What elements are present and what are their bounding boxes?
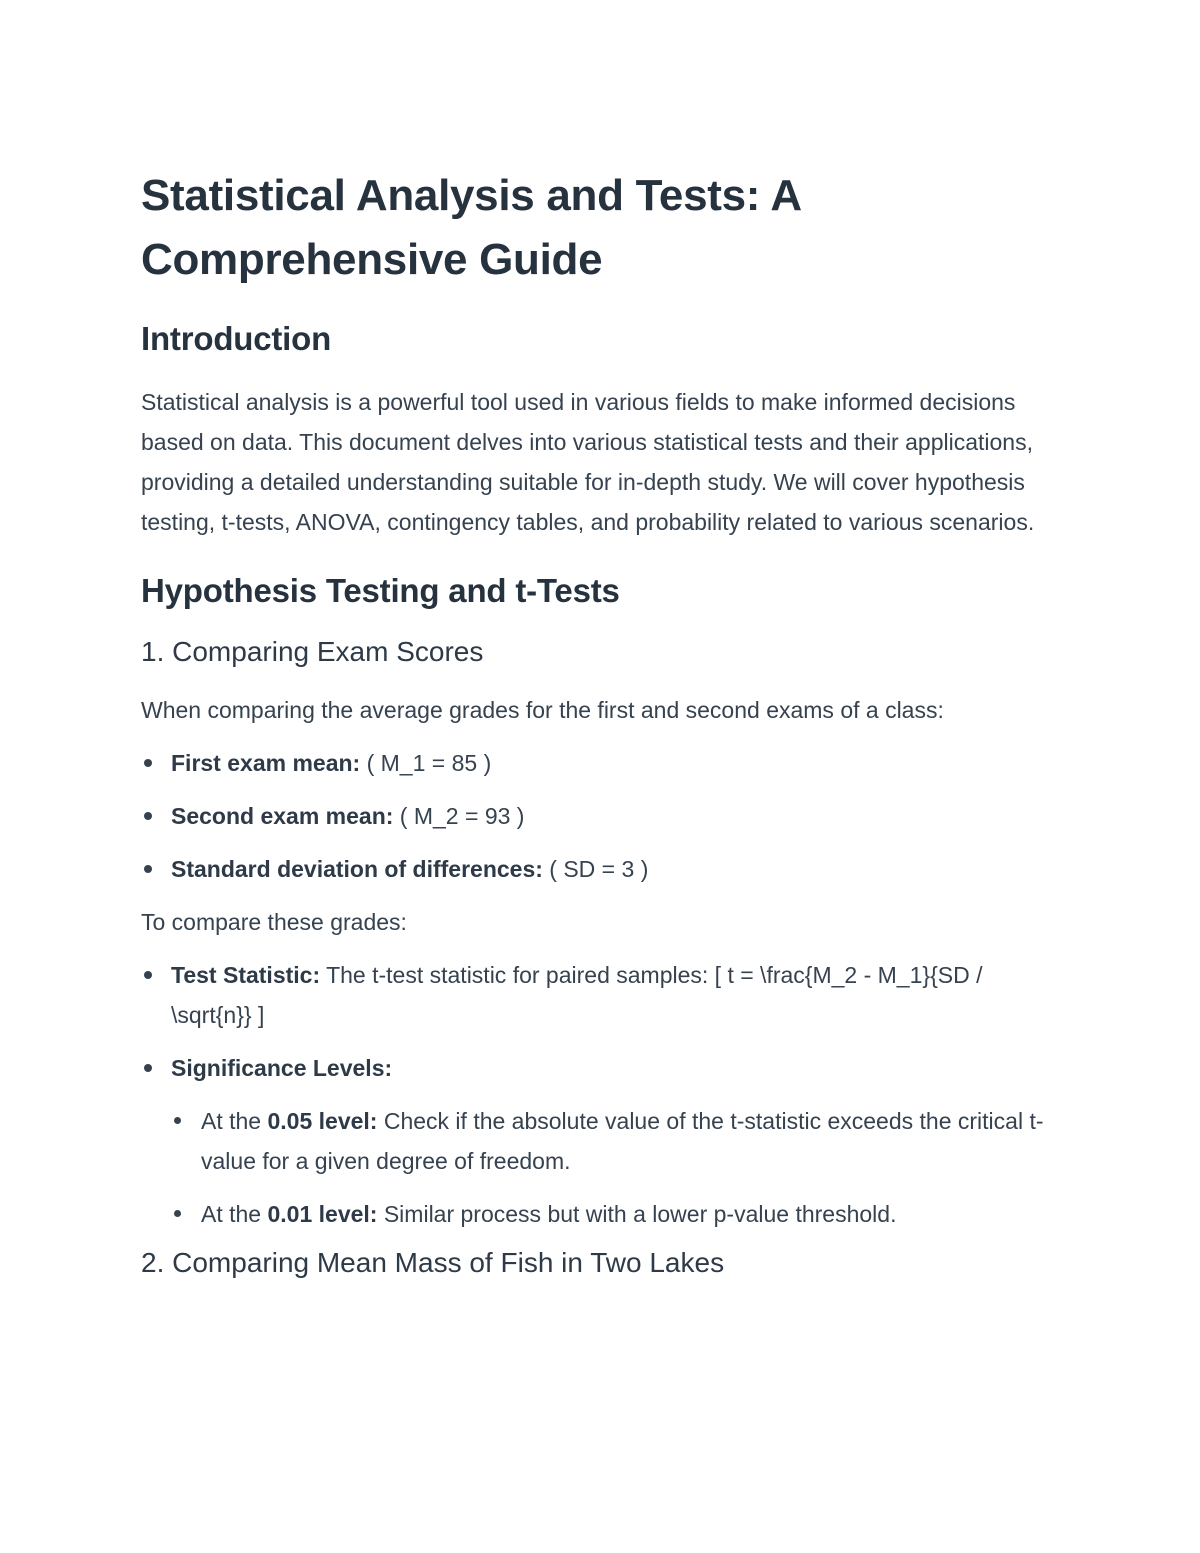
level-001-text: Similar process but with a lower p-value threshold. <box>377 1201 897 1227</box>
list-item-standard-deviation <box>141 849 1051 889</box>
document-content <box>141 164 1051 1279</box>
exam-scores-subheading: 1. Comparing Exam Scores <box>141 636 484 667</box>
document-title: Statistical Analysis and Tests: A Comprehensive Guide <box>141 171 801 284</box>
level-005-prefix: At the <box>201 1108 268 1134</box>
list-item-second-exam-mean <box>141 796 1051 836</box>
standard-deviation-label: Standard deviation of differences: <box>171 856 543 882</box>
list-item-significance-levels <box>141 1048 1051 1234</box>
list-item-first-exam-mean <box>141 743 1051 783</box>
introduction-paragraph: Statistical analysis is a powerful tool used in various fields to make informed decisions based on data. This document delves into various statistical tests and their applications, providing a detailed understanding suitable for in-depth study. We will cover hypothesis testing, t-tests, ANOVA, contingency tables, and probability related to various scenarios. <box>141 389 1035 535</box>
test-statistic-label: Test Statistic: <box>171 962 321 988</box>
significance-levels-label: Significance Levels: <box>171 1055 393 1081</box>
exam-means-list <box>141 743 1051 889</box>
introduction-heading: Introduction <box>141 320 332 357</box>
level-001-prefix: At the <box>201 1201 268 1227</box>
exam-scores-intro: When comparing the average grades for the first and second exams of a class: <box>141 697 944 723</box>
standard-deviation-value: ( SD = 3 ) <box>542 856 649 882</box>
test-statistic-text: The t-test statistic for paired samples: [ t = \frac{M_2 - M_1}{SD / \sqrt{n}} ] <box>171 962 983 1028</box>
second-exam-mean-label: Second exam mean: <box>171 803 394 829</box>
hypothesis-section-heading: Hypothesis Testing and t-Tests <box>141 572 620 609</box>
first-exam-mean-value: ( M_1 = 85 ) <box>360 750 492 776</box>
list-item-test-statistic <box>141 955 1051 1035</box>
significance-levels-list <box>171 1101 1051 1234</box>
list-item-level-001 <box>171 1194 1051 1234</box>
compare-list <box>141 955 1051 1234</box>
list-item-level-005 <box>171 1101 1051 1181</box>
compare-intro: To compare these grades: <box>141 909 407 935</box>
fish-mass-subheading: 2. Comparing Mean Mass of Fish in Two Lakes <box>141 1247 725 1278</box>
second-exam-mean-value: ( M_2 = 93 ) <box>393 803 525 829</box>
level-005-label: 0.05 level: <box>267 1108 378 1134</box>
first-exam-mean-label: First exam mean: <box>171 750 361 776</box>
level-001-label: 0.01 level: <box>267 1201 378 1227</box>
level-005-text: Check if the absolute value of the t-statistic exceeds the critical t-value for a given degree of freedom. <box>201 1108 1044 1174</box>
